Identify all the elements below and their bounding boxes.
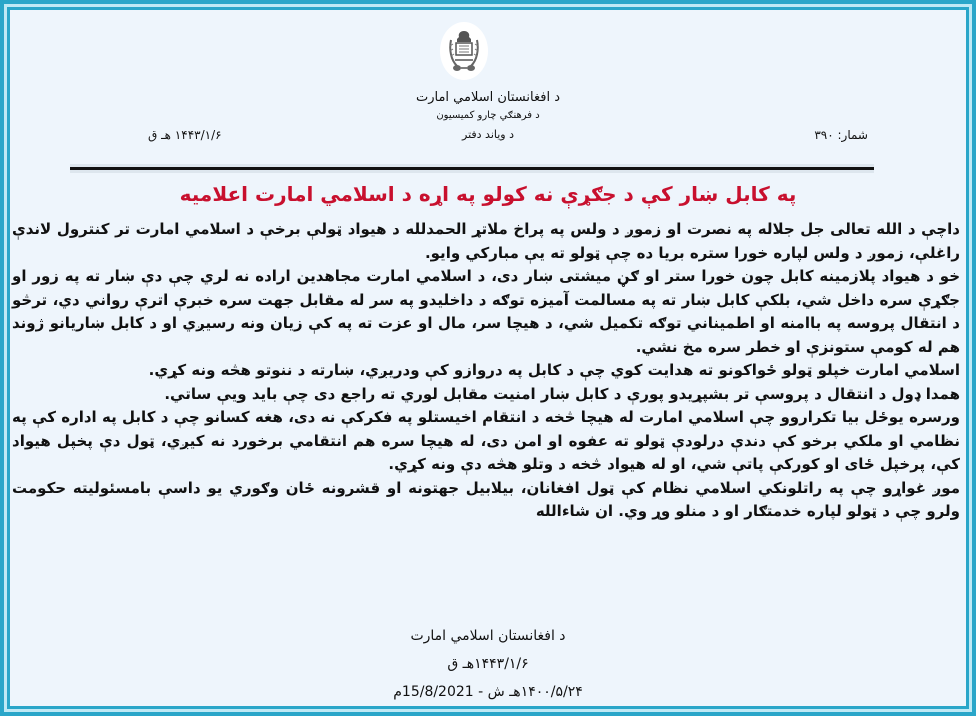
header-divider [70,167,874,170]
body-paragraph: داچې د الله تعالی جل جلاله په نصرت او زموږ د ولس په پراخ ملاتړ الحمدلله د هیواد ټولې برخې د اسلامي امارت تر کنترول لاندې راغلې، زموږ د ولس لپاره خورا ستره بریا ده چې ټولو ته یې مبارکي وایو. [12,220,960,262]
document-number: شمار: ۳۹۰ [814,128,868,142]
body-paragraph: اسلامي امارت خپلو ټولو ځواکونو ته هدایت کوي چې د کابل په دروازو کې ودریږي، ښارته د ننوتو هڅه ونه کړي. [148,361,960,379]
signature-block [10,622,966,706]
document-page [10,10,966,706]
signature-organization: د افغانستان اسلامي امارت [410,628,566,644]
document-body [12,218,960,524]
spokesperson-office: د ویاند دفتر [462,128,514,141]
header-meta-row [10,128,966,148]
emblem-icon [440,22,488,80]
header-commission: د فرهنګي چارو کميسيون [436,110,540,121]
header-date: ۱۴۴۳/۱/۶ هـ ق [148,128,222,142]
body-paragraph: موږ غواړو چې په راتلونکي اسلامي نظام کې ټول افغانان، بیلابیل جهتونه او قشرونه ځان وګوري یو داسې بامسئولیته حکومت ولرو چې د ټولو لپاره خدمتګار او د منلو وړ وي. ان شاءالله [12,478,960,520]
signature-date-qamari: ۱۴۴۳/۱/۶هـ ق [447,656,529,672]
header-organization: د افغانستان اسلامي امارت [415,90,560,105]
body-paragraph: همدا ډول د انتقال د پروسې تر بشپړیدو پورې د کابل ښار امنیت مقابل لوري ته راجع دی چې باید ویې ساتي. [164,384,960,403]
body-paragraph: ورسره یوځل بیا تکراروو چې اسلامي امارت له هیچا څخه د انتقام اخیستلو په فکرکې نه دی، هغه کسانو چې د کابل په اداره کې په نظامي او ملکي برخو کې دندې درلودې ټولو ته عفوه او امن دی، له هیچا سره هم انتقامي برخورد نه کیږي، ټول دې پخپل هیواد کې، پرخپل ځای او کورکې پاتې شي، او له هیواد څخه د وتلو هڅه دې ونه کړي. [12,408,960,473]
signature-date-combined: ۱۴۰۰/۵/۲۴هـ ش - 15/8/2021م [393,684,583,700]
body-paragraph: خو د هیواد پلازمینه کابل چون خورا ستر او ګڼ میشتی ښار دی، د اسلامي امارت مجاهدین اراده نه لري چې دې ښار ته په زور او جګړې سره داخل شي، بلکې کابل ښار ته په مسالمت آمیزه توګه د داخلیدو په سر له مقابل جهت سره خبرې اترې رواني دي، ترڅو د انتقال پروسه په باامنه او اطمیناني توګه تکمیل شي، د هیچا سر، مال او عزت ته په کې زیان ونه رسیږي او د کابل ښاریانو ژوند هم له کومې ستونزې او خطر سره مخ نشي. [12,267,960,356]
document-title: په کابل ښار کې د جګړې نه کولو په اړه د اسلامي امارت اعلامیه [179,182,797,206]
